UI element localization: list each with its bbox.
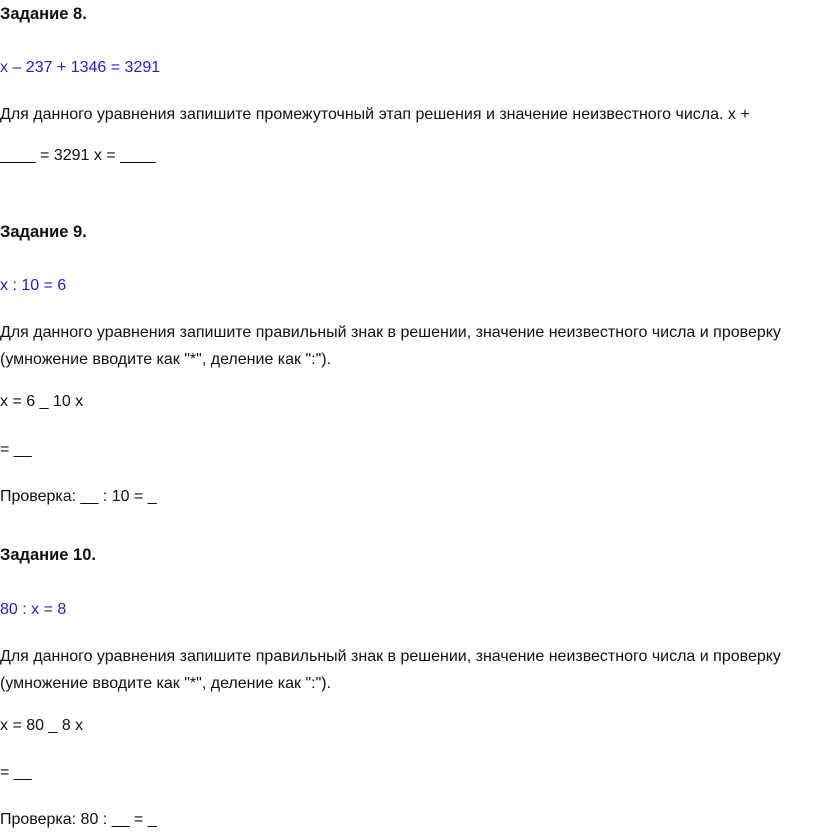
task-8-instruction: Для данного уравнения запишите промежуточный этап решения и значение неизвестного числа. x +: [0, 106, 750, 123]
task-8-heading: Задание 8.: [0, 5, 87, 23]
task-10-step-2: = __: [0, 764, 32, 781]
task-10-heading: Задание 10.: [0, 546, 96, 564]
task-10-check: Проверка: 80 : __ = _: [0, 811, 157, 828]
task-8-answer-line: ____ = 3291 x = ____: [0, 147, 156, 164]
task-10-instruction-line-2: (умножение вводите как "*", деление как ":").: [0, 675, 332, 692]
task-8-equation: x – 237 + 1346 = 3291: [0, 59, 161, 76]
task-9-step-2: = __: [0, 441, 32, 458]
task-9-instruction-line-1: Для данного уравнения запишите правильный знак в решении, значение неизвестного числа и проверку: [0, 324, 781, 341]
task-10-equation: 80 : x = 8: [0, 601, 67, 618]
task-9-equation: x : 10 = 6: [0, 277, 67, 294]
task-9-heading: Задание 9.: [0, 223, 87, 241]
task-9-step-1: x = 6 _ 10 x: [0, 393, 84, 410]
task-9-instruction-line-2: (умножение вводите как "*", деление как ":").: [0, 351, 332, 368]
task-9-check: Проверка: __ : 10 = _: [0, 488, 157, 505]
task-10-step-1: x = 80 _ 8 x: [0, 717, 84, 734]
task-10-instruction-line-1: Для данного уравнения запишите правильный знак в решении, значение неизвестного числа и проверку: [0, 648, 781, 665]
